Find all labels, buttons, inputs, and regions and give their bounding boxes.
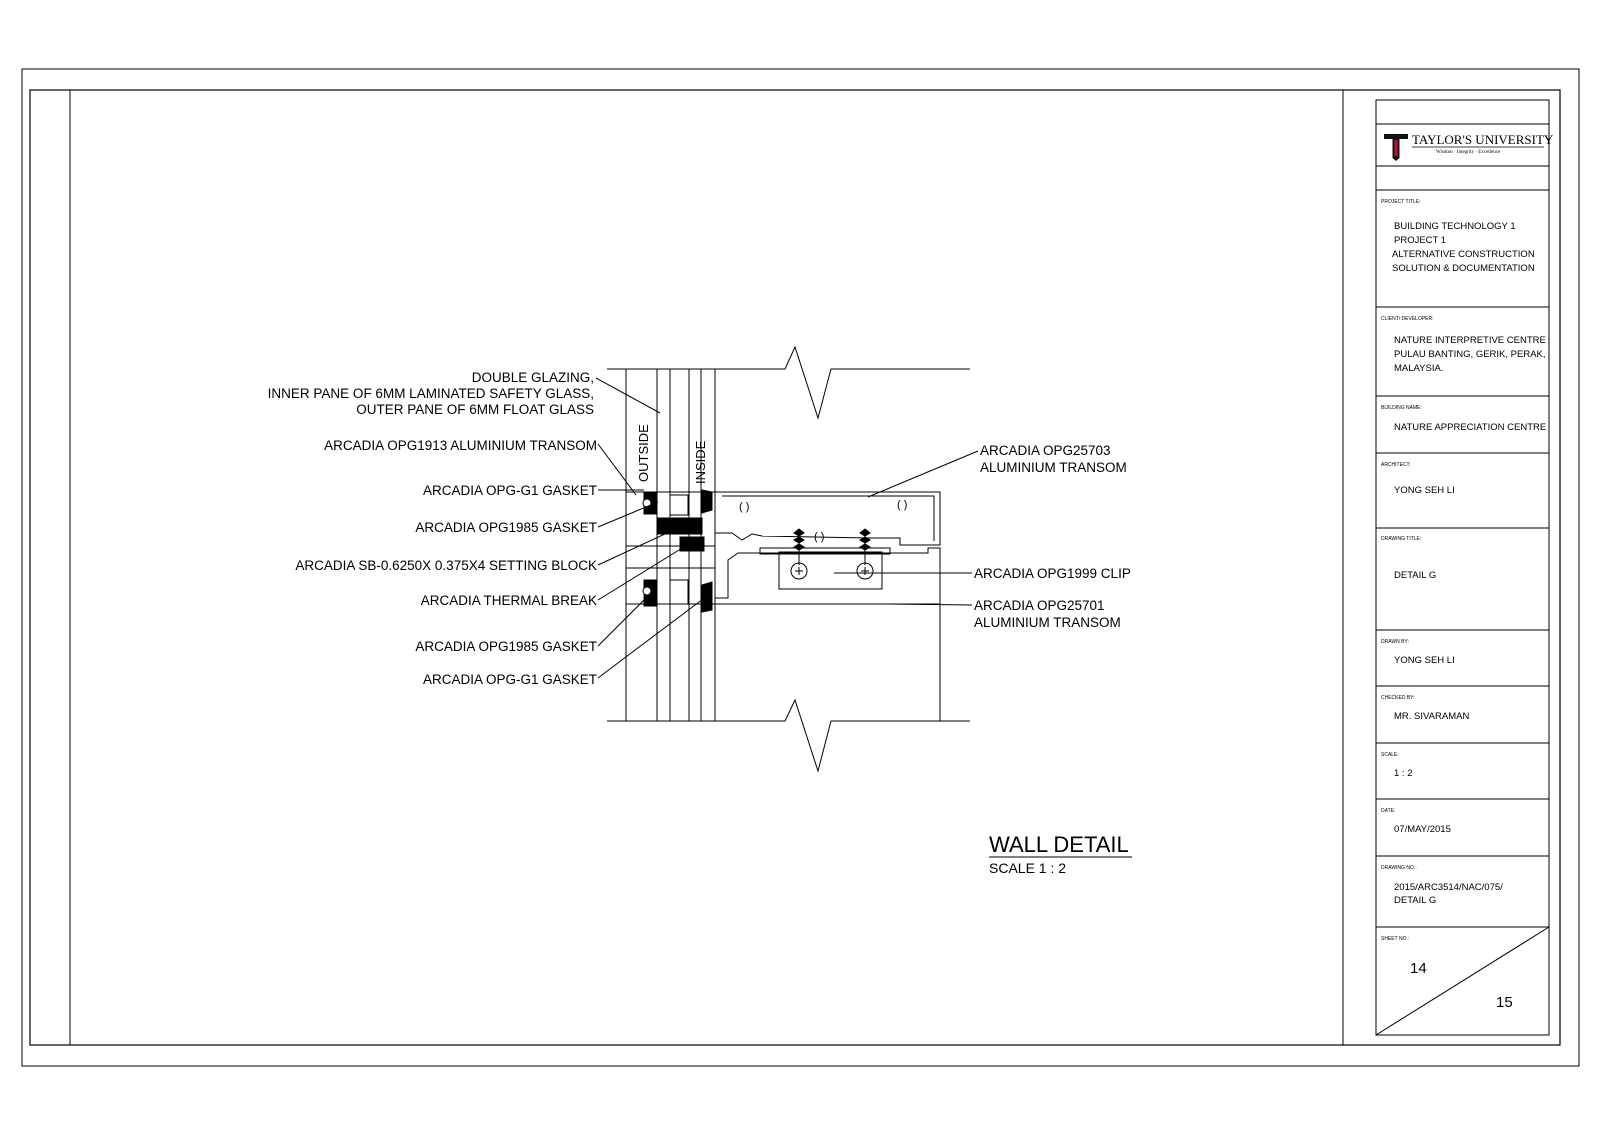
callout-setting-block: ARCADIA SB-0.6250X 0.375X4 SETTING BLOCK xyxy=(295,558,597,573)
drawing-heading: WALL DETAIL xyxy=(989,832,1129,857)
sheet-no-label: SHEET NO.: xyxy=(1381,936,1410,942)
sheet-total: 15 xyxy=(1496,994,1513,1011)
callout-opg1985-lower: ARCADIA OPG1985 GASKET xyxy=(415,639,597,654)
client-line-1: NATURE INTERPRETIVE CENTRE xyxy=(1394,335,1546,346)
right-callouts xyxy=(974,443,1131,630)
callout-opg1913: ARCADIA OPG1913 ALUMINIUM TRANSOM xyxy=(324,438,597,453)
callout-opg1985-upper: ARCADIA OPG1985 GASKET xyxy=(415,520,597,535)
drawn-by: YONG SEH LI xyxy=(1394,655,1455,666)
date-label: DATE: xyxy=(1381,808,1396,814)
callout-opg25703-1: ARCADIA OPG25703 xyxy=(980,443,1111,458)
drawing-title: DETAIL G xyxy=(1394,570,1437,581)
lower-inner-gasket xyxy=(702,582,712,612)
svg-text:( ): ( ) xyxy=(897,499,908,511)
client-line-2: PULAU BANTING, GERIK, PERAK, xyxy=(1394,349,1546,360)
outside-label: OUTSIDE xyxy=(636,424,651,482)
sheet-no: 14 xyxy=(1410,960,1427,977)
callout-glazing-2: INNER PANE OF 6MM LAMINATED SAFETY GLASS, xyxy=(267,386,594,401)
callout-thermal-break: ARCADIA THERMAL BREAK xyxy=(420,593,597,608)
checked-by: MR. SIVARAMAN xyxy=(1394,711,1470,722)
drawn-by-label: DRAWN BY: xyxy=(1381,639,1409,645)
lower-transom xyxy=(715,548,940,604)
callout-opg-g1-lower: ARCADIA OPG-G1 GASKET xyxy=(422,672,597,687)
upper-inner-gasket xyxy=(702,490,712,513)
date-value: 07/MAY/2015 xyxy=(1394,824,1451,835)
top-break-line xyxy=(607,347,970,418)
drawing-scale: SCALE 1 : 2 xyxy=(989,860,1067,876)
building-name: NATURE APPRECIATION CENTRE xyxy=(1394,422,1547,433)
thermal-break xyxy=(680,537,704,551)
callout-glazing-1: DOUBLE GLAZING, xyxy=(471,370,594,385)
inside-label: INSIDE xyxy=(693,440,708,484)
callout-glazing-3: OUTER PANE OF 6MM FLOAT GLASS xyxy=(356,402,594,417)
left-callouts xyxy=(268,370,597,687)
callout-opg1999: ARCADIA OPG1999 CLIP xyxy=(974,566,1131,581)
outer-border xyxy=(22,69,1579,1066)
callout-opg-g1-upper: ARCADIA OPG-G1 GASKET xyxy=(422,483,597,498)
project-title-line-1: BUILDING TECHNOLOGY 1 xyxy=(1394,221,1516,232)
wall-section-drawing xyxy=(596,347,978,771)
scale-label: SCALE: xyxy=(1381,752,1399,758)
bottom-break-line xyxy=(607,700,970,771)
scale-value: 1 : 2 xyxy=(1394,768,1413,779)
callout-opg25703-2: ALUMINIUM TRANSOM xyxy=(980,460,1127,475)
svg-text:( ): ( ) xyxy=(739,501,750,513)
right-leaders xyxy=(834,451,978,605)
logo-tagline: Wisdom · Integrity · Excellence xyxy=(1436,150,1501,155)
project-title-label: PROJECT TITLE: xyxy=(1381,199,1421,205)
drawing-no-label: DRAWING NO.: xyxy=(1381,865,1417,871)
drawing-no-line-1: 2015/ARC3514/NAC/075/ xyxy=(1394,882,1503,893)
project-title-line-4: SOLUTION & DOCUMENTATION xyxy=(1392,263,1535,274)
svg-text:( ): ( ) xyxy=(814,531,825,543)
sheet-no-diagonal xyxy=(1376,927,1549,1035)
project-title-line-2: PROJECT 1 xyxy=(1394,235,1447,246)
architect-name: YONG SEH LI xyxy=(1394,485,1455,496)
callout-opg25701-1: ARCADIA OPG25701 xyxy=(974,598,1105,613)
callout-opg25701-2: ALUMINIUM TRANSOM xyxy=(974,615,1121,630)
architect-label: ARCHITECT: xyxy=(1381,462,1411,468)
drawing-no-line-2: DETAIL G xyxy=(1394,895,1437,906)
title-block xyxy=(1376,100,1554,1035)
project-title-line-3: ALTERNATIVE CONSTRUCTION xyxy=(1392,249,1535,260)
building-name-label: BUILDING NAME: xyxy=(1381,405,1422,411)
logo-name: TAYLOR'S UNIVERSITY xyxy=(1412,132,1554,147)
checked-by-label: CHECKED BY: xyxy=(1381,695,1415,701)
university-logo xyxy=(1384,132,1554,161)
client-label: CLIENT/ DEVELOPER: xyxy=(1381,316,1434,322)
setting-block xyxy=(658,518,702,534)
client-line-3: MALAYSIA. xyxy=(1394,363,1444,374)
drawing-title-label: DRAWING TITLE: xyxy=(1381,536,1422,542)
inner-border xyxy=(30,90,1560,1045)
